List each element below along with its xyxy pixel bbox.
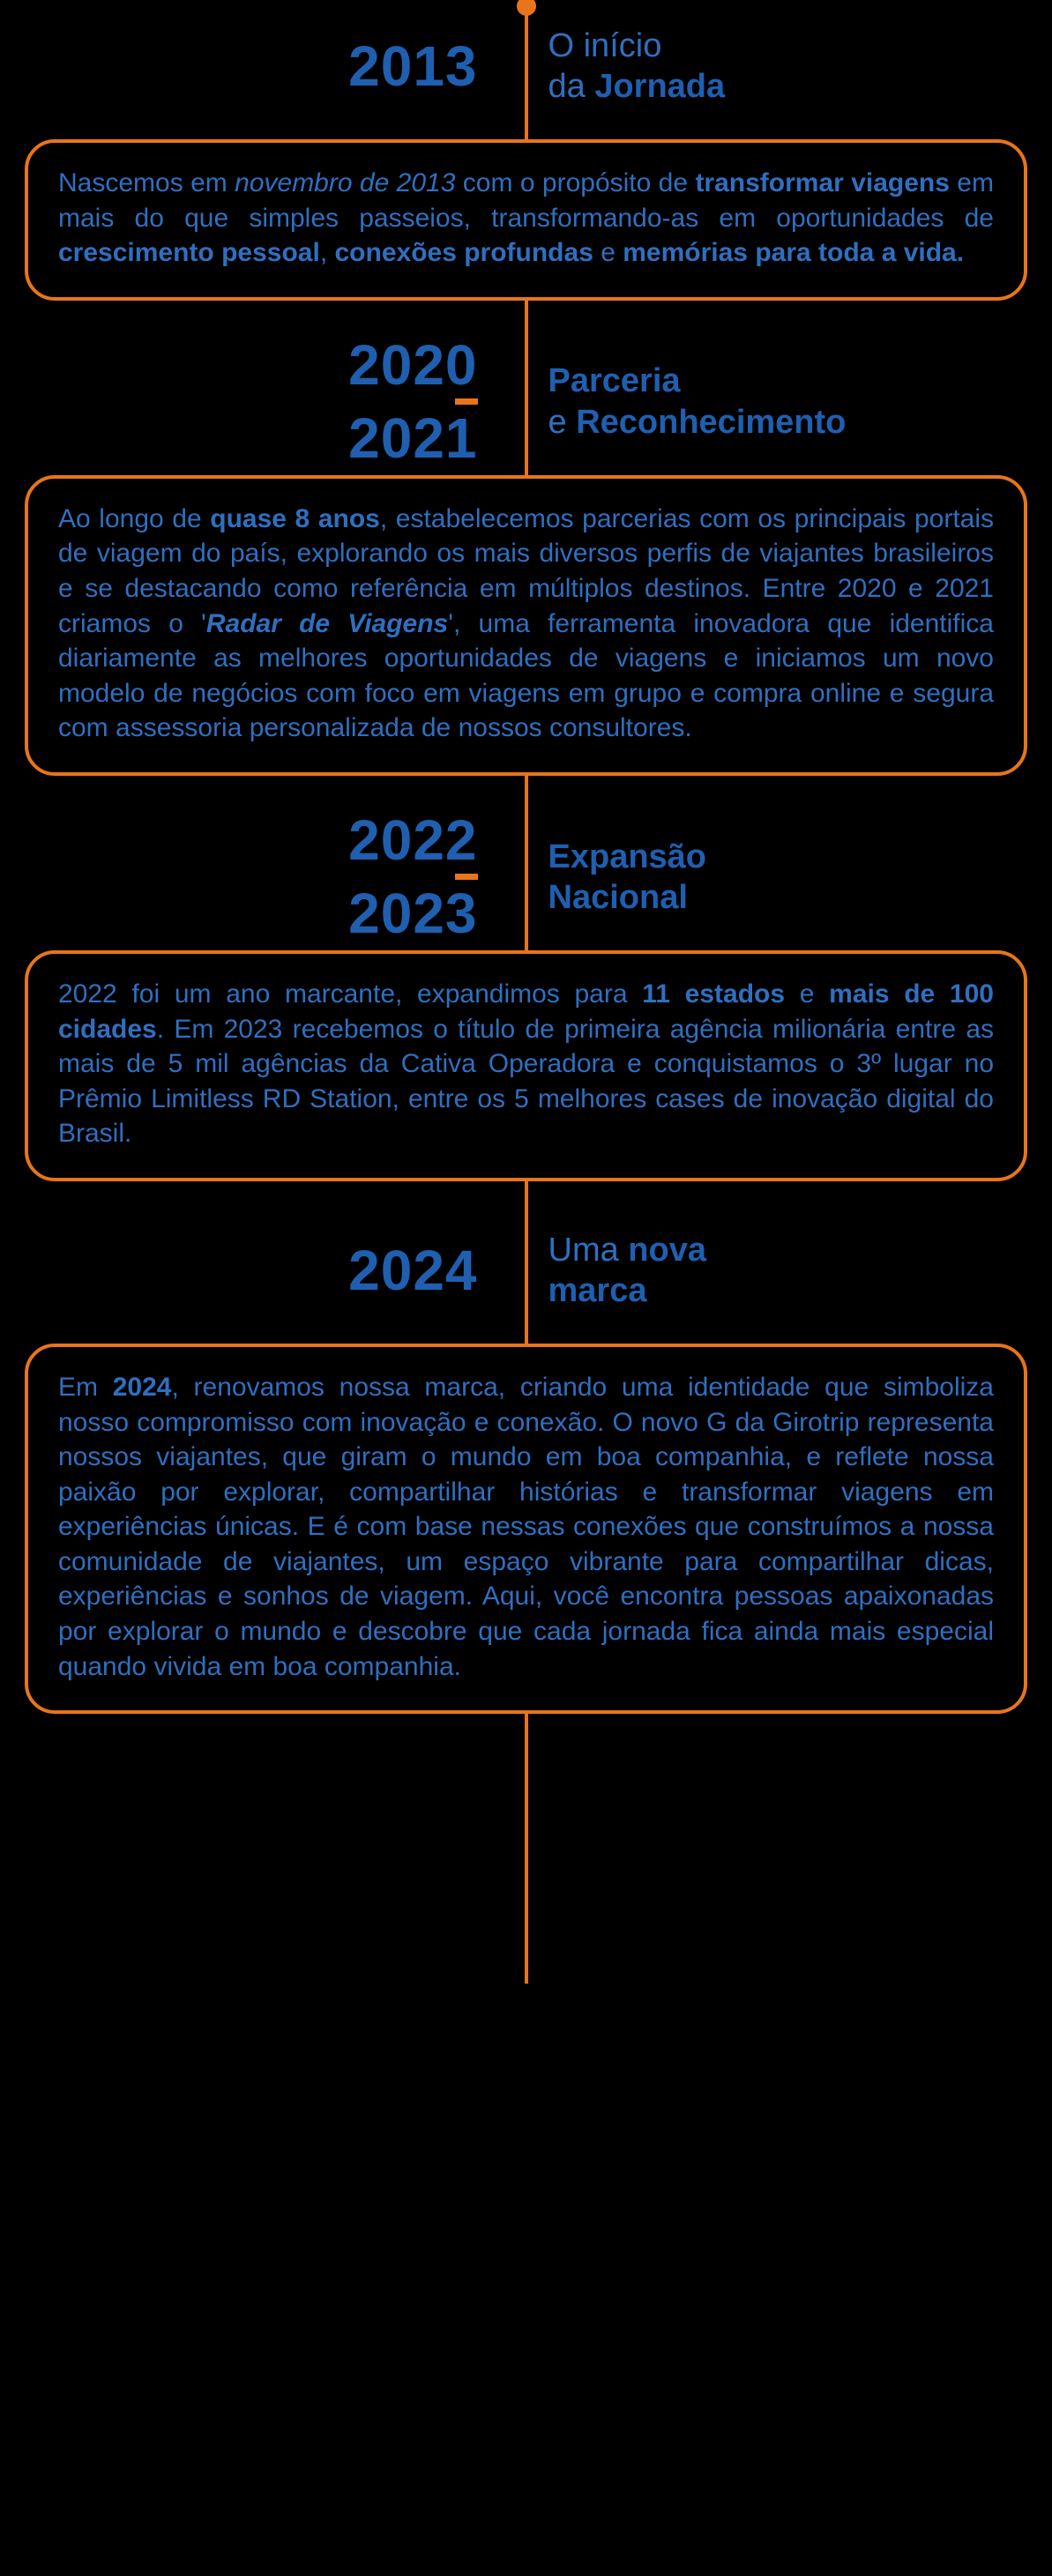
title-line-2 xyxy=(548,1270,1033,1311)
title-bold: Expansão xyxy=(548,838,707,875)
title-bold: Nacional xyxy=(548,878,688,916)
title-plain: O início xyxy=(548,26,662,64)
title-block xyxy=(513,361,1033,443)
entry-header xyxy=(0,0,1052,132)
year-label: 2013 xyxy=(348,34,478,98)
year-label-end: 2023 xyxy=(348,882,478,946)
year-block xyxy=(19,808,513,946)
year-block xyxy=(19,34,513,98)
year-label: 2024 xyxy=(348,1238,478,1302)
title-line-2 xyxy=(548,877,1033,918)
title-block xyxy=(513,837,1033,919)
year-range-dash xyxy=(455,398,478,405)
timeline-entry-2024 xyxy=(0,1204,1052,1714)
entry-body: Em 2024, renovamos nossa marca, criando uma identidade que simboliza nosso compromisso com inovação e conexão. O novo G da Girotrip representa nossos viajantes, que giram o mundo em boa companhia, e reflete nossa paixão por explorar, compartilhar histórias e transformar viagens em experiências únicas. E é com base nessas conexões que construímos a nossa comunidade de viajantes, um espaço vibrante para compartilhar dicas, experiências e sonhos de viagem. Aqui, você encontra pessoas apaixonadas por explorar o mundo e descobre que cada jornada fica ainda mais especial quando vivida em boa companhia. xyxy=(58,1372,994,1681)
title-line-1 xyxy=(548,26,1033,66)
title-block xyxy=(513,1230,1033,1312)
title-bold: Parceria xyxy=(548,362,681,400)
entry-card xyxy=(25,1344,1027,1714)
title-plain: da xyxy=(548,68,595,105)
entry-header xyxy=(0,1204,1052,1336)
entry-card xyxy=(25,139,1027,301)
title-plain: e xyxy=(548,403,577,441)
title-line-2 xyxy=(548,402,1033,443)
entry-header xyxy=(0,333,1052,471)
entry-card xyxy=(25,950,1027,1181)
entry-header xyxy=(0,808,1052,946)
title-line-1 xyxy=(548,1230,1033,1270)
title-bold: Reconhecimento xyxy=(576,403,847,441)
year-block xyxy=(19,1238,513,1302)
title-line-1 xyxy=(548,361,1033,401)
timeline-entry-2013 xyxy=(0,0,1052,301)
title-block xyxy=(513,26,1033,108)
timeline-entry-2020-2021 xyxy=(0,333,1052,776)
year-label-start: 2020 xyxy=(348,333,478,398)
entry-card xyxy=(25,475,1027,776)
title-bold: marca xyxy=(548,1271,647,1309)
year-range-dash xyxy=(455,874,478,880)
entry-body: 2022 foi um ano marcante, expandimos para 11 estados e mais de 100 cidades. Em 2023 recebemos o título de primeira agência milionária entre as mais de 5 mil agências da Cativa Operadora e conquistamos o 3º lugar no Prêmio Limitless RD Station, entre os 5 melhores cases de inovação digital do Brasil. xyxy=(58,979,994,1149)
year-label-end: 2021 xyxy=(348,406,478,471)
title-line-1 xyxy=(548,837,1033,877)
timeline-entry-2022-2023 xyxy=(0,808,1052,1181)
entry-body: Nascemos em novembro de 2013 com o propósito de transformar viagens em mais do que simples passeios, transformando-as em oportunidades de crescimento pessoal, conexões profundas e memórias para toda a vida. xyxy=(58,168,994,268)
title-plain: Uma xyxy=(548,1231,629,1269)
entry-body: Ao longo de quase 8 anos, estabelecemos parcerias com os principais portais de viagem do país, explorando os mais diversos perfis de viajantes brasileiros e se destacando como referência em múltiplos destinos. Entre 2020 e 2021 criamos o 'Radar de Viagens', uma ferramenta inovadora que identifica diariamente as melhores oportunidades de viagens e iniciamos um novo modelo de negócios com foco em viagens em grupo e compra online e segura com assessoria personalizada de nossos consultores. xyxy=(58,503,995,743)
year-label-start: 2022 xyxy=(348,808,478,873)
title-line-2 xyxy=(548,66,1033,107)
title-bold: nova xyxy=(628,1231,706,1269)
year-block xyxy=(19,333,513,471)
title-bold: Jornada xyxy=(594,68,726,105)
